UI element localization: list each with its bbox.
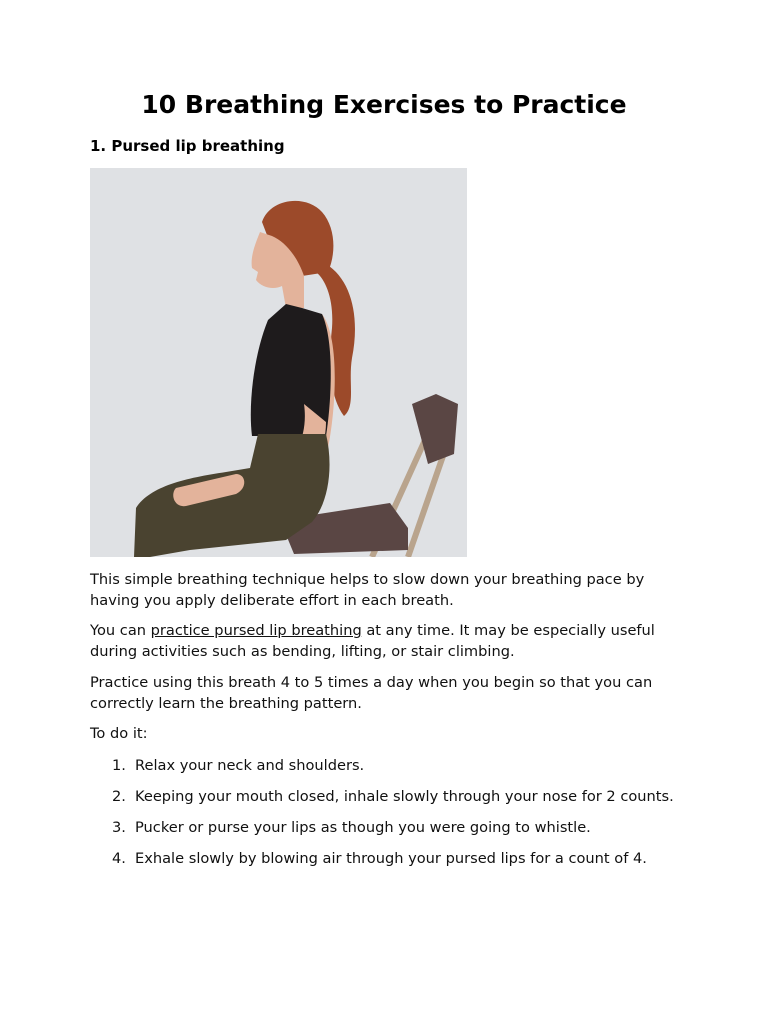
step-item	[90, 818, 680, 839]
steps-list	[90, 756, 680, 880]
step-number: 1.	[112, 757, 126, 774]
step-number: 4.	[112, 850, 126, 867]
paragraph-practice-tail: at any time. It may be especially useful during activities such as bending, lifting, or stair climbing.	[90, 622, 655, 660]
step-text: Pucker or purse your lips as though you were going to whistle.	[135, 819, 591, 836]
practice-pursed-lip-breathing-link[interactable]: practice pursed lip breathing	[150, 622, 362, 639]
step-number: 3.	[112, 819, 126, 836]
exercise-photo	[90, 168, 467, 557]
paragraph-practice-lead: You can	[90, 622, 151, 639]
step-item	[90, 849, 680, 870]
page-title: 10 Breathing Exercises to Practice	[141, 90, 627, 119]
paragraph-intro: This simple breathing technique helps to slow down your breathing pace by having you apply deliberate effort in each breath.	[90, 571, 645, 609]
paragraph-practice	[90, 621, 690, 662]
paragraph-instructions-intro: To do it:	[90, 725, 148, 742]
section-heading: 1. Pursed lip breathing	[90, 137, 285, 155]
step-text: Exhale slowly by blowing air through your pursed lips for a count of 4.	[135, 850, 647, 867]
woman-seated-on-chair-illustration	[90, 168, 467, 557]
step-text: Keeping your mouth closed, inhale slowly through your nose for 2 counts.	[135, 788, 674, 805]
step-item	[90, 787, 680, 808]
step-item	[90, 756, 680, 777]
step-number: 2.	[112, 788, 126, 805]
paragraph-frequency: Practice using this breath 4 to 5 times a day when you begin so that you can correctly learn the breathing pattern.	[90, 674, 653, 712]
step-text: Relax your neck and shoulders.	[135, 757, 365, 774]
